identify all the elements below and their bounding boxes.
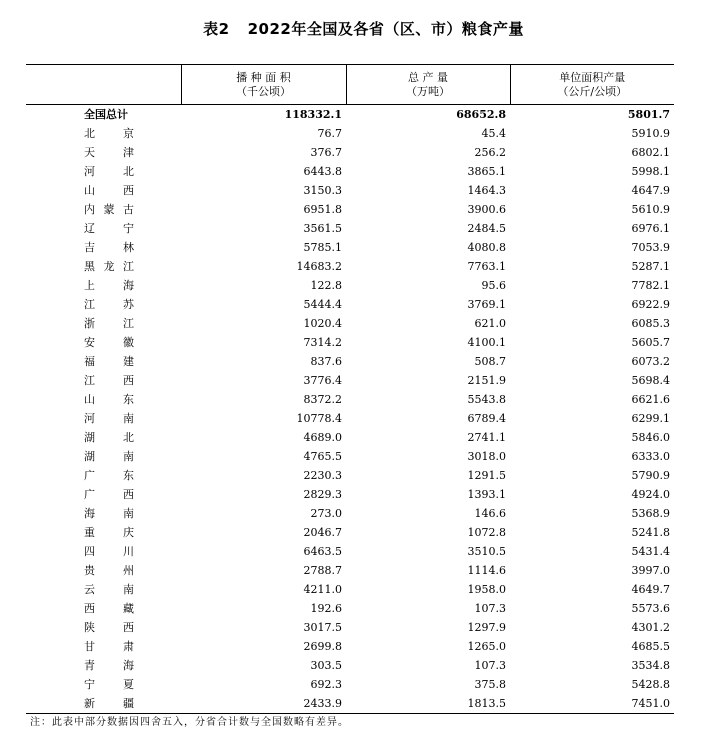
region-cell: [26, 675, 181, 694]
region-cell: [26, 276, 181, 295]
sown-area-cell: 5444.4: [303, 298, 342, 311]
region-cell: [26, 485, 181, 504]
yield-cell: 4649.7: [631, 583, 670, 596]
sown-area-cell: 122.8: [310, 279, 342, 292]
region-name: 上海: [84, 279, 134, 292]
header-total-output-label: 总 产 量: [408, 70, 448, 84]
yield-cell: 5998.1: [631, 165, 670, 178]
sown-area-cell: 1020.4: [303, 317, 342, 330]
total-output-cell: 107.3: [474, 602, 506, 615]
header-sown-area-unit: （千公顷）: [236, 84, 291, 98]
sown-area-cell: 10778.4: [296, 412, 342, 425]
header-yield: [510, 65, 674, 105]
table-title-text: 2022年全国及各省（区、市）粮食产量: [247, 20, 524, 38]
region-name: 宁夏: [84, 678, 134, 691]
sown-area-cell: 192.6: [310, 602, 342, 615]
sown-area-cell: 2230.3: [303, 469, 342, 482]
region-name: 江西: [84, 374, 134, 387]
region-cell: [26, 143, 181, 162]
yield-cell: 4647.9: [631, 184, 670, 197]
sown-area-cell: 6951.8: [303, 203, 342, 216]
region-name: 吉林: [84, 241, 134, 254]
region-name: 山东: [84, 393, 134, 406]
region-name: 甘肃: [84, 640, 134, 653]
yield-cell: 3534.8: [631, 659, 670, 672]
sown-area-cell: 2829.3: [303, 488, 342, 501]
table-row: [26, 428, 674, 447]
region-cell: [26, 200, 181, 219]
total-output-cell: 95.6: [481, 279, 506, 292]
yield-cell: 4301.2: [631, 621, 670, 634]
region-name: 全国总计: [84, 108, 128, 121]
region-cell: [26, 542, 181, 561]
region-cell: [26, 105, 181, 125]
sown-area-cell: 3776.4: [303, 374, 342, 387]
yield-cell: 5287.1: [631, 260, 670, 273]
table-row: [26, 618, 674, 637]
yield-cell: 5801.7: [627, 108, 670, 121]
sown-area-cell: 2699.8: [303, 640, 342, 653]
table-number: 表2: [203, 20, 230, 38]
footnote: 注：此表中部分数据因四舍五入，分省合计数与全国数略有差异。: [30, 717, 349, 728]
region-cell: [26, 618, 181, 637]
region-name: 浙江: [84, 317, 134, 330]
yield-cell: 5846.0: [631, 431, 670, 444]
yield-cell: 6802.1: [631, 146, 670, 159]
region-cell: [26, 694, 181, 714]
region-name: 青海: [84, 659, 134, 672]
region-cell: [26, 523, 181, 542]
total-output-cell: 7763.1: [467, 260, 506, 273]
total-output-cell: 3769.1: [467, 298, 506, 311]
sown-area-cell: 7314.2: [303, 336, 342, 349]
sown-area-cell: 2433.9: [181, 694, 346, 714]
table-row: [26, 295, 674, 314]
region-name: 陕西: [84, 621, 134, 634]
sown-area-cell: 2046.7: [303, 526, 342, 539]
region-name: 辽宁: [84, 222, 134, 235]
header-yield-label: 单位面积产量: [559, 70, 626, 84]
region-name: 湖南: [84, 450, 134, 463]
total-output-cell: 146.6: [474, 507, 506, 520]
yield-cell: 5605.7: [631, 336, 670, 349]
sown-area-cell: 3017.5: [303, 621, 342, 634]
yield-cell: 6085.3: [631, 317, 670, 330]
table-row: [26, 409, 674, 428]
yield-cell: 5910.9: [631, 127, 670, 140]
region-cell: [26, 409, 181, 428]
table-row: [26, 162, 674, 181]
sown-area-cell: 6443.8: [303, 165, 342, 178]
table-row: [26, 238, 674, 257]
region-name: 云南: [84, 583, 134, 596]
region-name: 河北: [84, 165, 134, 178]
total-output-cell: 508.7: [474, 355, 506, 368]
sown-area-cell: 4689.0: [303, 431, 342, 444]
table-row: [26, 143, 674, 162]
region-name: 新疆: [84, 697, 134, 710]
region-name: 海南: [84, 507, 134, 520]
region-cell: [26, 124, 181, 143]
region-cell: [26, 466, 181, 485]
table-row: [26, 561, 674, 580]
sown-area-cell: 303.5: [310, 659, 342, 672]
table-row: [26, 542, 674, 561]
yield-cell: 5431.4: [631, 545, 670, 558]
yield-cell: 6299.1: [631, 412, 670, 425]
yield-cell: 5573.6: [631, 602, 670, 615]
total-output-cell: 2484.5: [467, 222, 506, 235]
total-output-cell: 2151.9: [467, 374, 506, 387]
header-total-output: [346, 65, 510, 105]
region-name: 西藏: [84, 602, 134, 615]
yield-cell: 5790.9: [631, 469, 670, 482]
table-row: [26, 466, 674, 485]
region-name: 广东: [84, 469, 134, 482]
total-output-cell: 1813.5: [346, 694, 510, 714]
table-row: [26, 390, 674, 409]
region-name: 河南: [84, 412, 134, 425]
yield-cell: 6621.6: [631, 393, 670, 406]
sown-area-cell: 837.6: [310, 355, 342, 368]
region-cell: [26, 561, 181, 580]
table-row: [26, 694, 674, 714]
header-sown-area-label: 播 种 面 积: [236, 70, 291, 84]
total-output-cell: 3510.5: [467, 545, 506, 558]
region-cell: [26, 371, 181, 390]
region-name: 天津: [84, 146, 134, 159]
yield-cell: 7782.1: [631, 279, 670, 292]
total-output-cell: 1114.6: [467, 564, 506, 577]
total-output-cell: 6789.4: [467, 412, 506, 425]
total-output-cell: 3900.6: [467, 203, 506, 216]
sown-area-cell: 3561.5: [303, 222, 342, 235]
region-cell: [26, 238, 181, 257]
region-name: 江苏: [84, 298, 134, 311]
region-name: 四川: [84, 545, 134, 558]
region-name: 北京: [84, 127, 134, 140]
region-cell: [26, 428, 181, 447]
total-output-cell: 1291.5: [467, 469, 506, 482]
yield-cell: 4924.0: [631, 488, 670, 501]
header-region: [26, 65, 181, 105]
region-cell: [26, 162, 181, 181]
sown-area-cell: 118332.1: [284, 108, 342, 121]
header-row: [26, 65, 674, 105]
region-name: 广西: [84, 488, 134, 501]
table-row: [26, 675, 674, 694]
region-cell: [26, 504, 181, 523]
total-output-cell: 256.2: [474, 146, 506, 159]
total-output-cell: 1393.1: [467, 488, 506, 501]
region-cell: [26, 580, 181, 599]
total-output-cell: 1072.8: [467, 526, 506, 539]
sown-area-cell: 5785.1: [303, 241, 342, 254]
sown-area-cell: 76.7: [317, 127, 342, 140]
table-row: [26, 637, 674, 656]
yield-cell: 6333.0: [631, 450, 670, 463]
region-cell: [26, 181, 181, 200]
sown-area-cell: 4211.0: [303, 583, 342, 596]
region-cell: [26, 637, 181, 656]
total-output-cell: 4100.1: [467, 336, 506, 349]
table-row: [26, 485, 674, 504]
total-output-cell: 107.3: [474, 659, 506, 672]
region-name: 福建: [84, 355, 134, 368]
total-output-cell: 1958.0: [467, 583, 506, 596]
sown-area-cell: 4765.5: [303, 450, 342, 463]
yield-cell: 5610.9: [631, 203, 670, 216]
table-row: [26, 580, 674, 599]
yield-cell: 4685.5: [631, 640, 670, 653]
region-name: 山西: [84, 184, 134, 197]
region-cell: [26, 295, 181, 314]
grain-output-table: [26, 64, 674, 714]
region-name: 内蒙古: [84, 203, 134, 216]
sown-area-cell: 3150.3: [303, 184, 342, 197]
table-row: [26, 200, 674, 219]
region-name: 黑龙江: [84, 260, 134, 273]
yield-cell: 7451.0: [510, 694, 674, 714]
region-name: 重庆: [84, 526, 134, 539]
region-cell: [26, 447, 181, 466]
region-cell: [26, 656, 181, 675]
total-output-cell: 1464.3: [467, 184, 506, 197]
yield-cell: 5698.4: [631, 374, 670, 387]
region-cell: [26, 219, 181, 238]
table-title: [0, 18, 727, 39]
total-output-cell: 5543.8: [467, 393, 506, 406]
sown-area-cell: 2788.7: [303, 564, 342, 577]
table-row-total: [26, 105, 674, 125]
yield-cell: 5241.8: [631, 526, 670, 539]
sown-area-cell: 6463.5: [303, 545, 342, 558]
total-output-cell: 3865.1: [467, 165, 506, 178]
region-name: 湖北: [84, 431, 134, 444]
yield-cell: 6073.2: [631, 355, 670, 368]
table-row: [26, 504, 674, 523]
total-output-cell: 621.0: [474, 317, 506, 330]
table-row: [26, 656, 674, 675]
total-output-cell: 45.4: [481, 127, 506, 140]
region-name: 安徽: [84, 336, 134, 349]
table-row: [26, 276, 674, 295]
table-row: [26, 523, 674, 542]
header-yield-unit: （公斤/公顷）: [557, 84, 628, 98]
region-cell: [26, 352, 181, 371]
sown-area-cell: 376.7: [310, 146, 342, 159]
total-output-cell: 2741.1: [467, 431, 506, 444]
table-row: [26, 371, 674, 390]
table-row: [26, 447, 674, 466]
table-row: [26, 333, 674, 352]
total-output-cell: 3018.0: [467, 450, 506, 463]
yield-cell: 6922.9: [631, 298, 670, 311]
sown-area-cell: 8372.2: [303, 393, 342, 406]
region-cell: [26, 333, 181, 352]
yield-cell: 5368.9: [631, 507, 670, 520]
region-cell: [26, 390, 181, 409]
sown-area-cell: 14683.2: [296, 260, 342, 273]
table-row: [26, 257, 674, 276]
header-sown-area: [181, 65, 346, 105]
yield-cell: 6976.1: [631, 222, 670, 235]
region-cell: [26, 314, 181, 333]
region-name: 贵州: [84, 564, 134, 577]
yield-cell: 5428.8: [631, 678, 670, 691]
header-total-output-unit: （万吨）: [406, 84, 450, 98]
sown-area-cell: 273.0: [310, 507, 342, 520]
sown-area-cell: 692.3: [310, 678, 342, 691]
total-output-cell: 1297.9: [467, 621, 506, 634]
total-output-cell: 1265.0: [467, 640, 506, 653]
total-output-cell: 4080.8: [467, 241, 506, 254]
table-row: [26, 352, 674, 371]
table-row: [26, 219, 674, 238]
table-row: [26, 181, 674, 200]
table-row: [26, 124, 674, 143]
yield-cell: 7053.9: [631, 241, 670, 254]
table-row: [26, 599, 674, 618]
region-cell: [26, 257, 181, 276]
table-row: [26, 314, 674, 333]
region-cell: [26, 599, 181, 618]
total-output-cell: 375.8: [474, 678, 506, 691]
total-output-cell: 68652.8: [456, 108, 506, 121]
yield-cell: 3997.0: [631, 564, 670, 577]
